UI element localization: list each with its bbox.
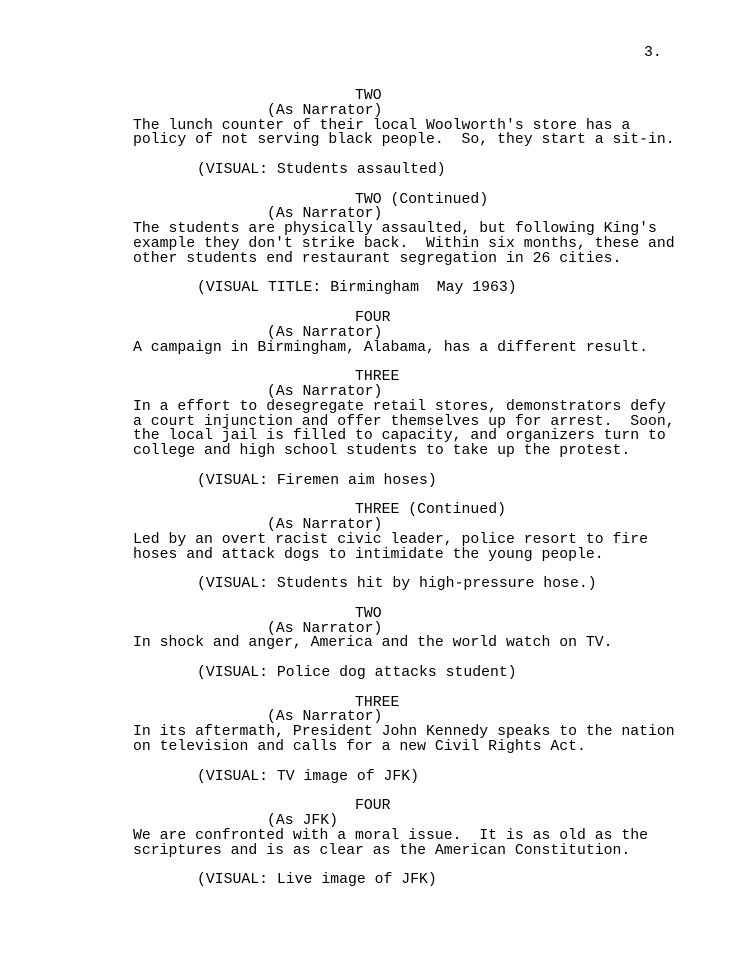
parenthetical: (As Narrator) [267,709,383,726]
visual-direction: (VISUAL: Students hit by high-pressure hose.) [197,576,597,593]
character-cue: FOUR [355,309,391,326]
dialogue-line: We are confronted with a moral issue. It is as old as the [133,827,649,844]
dialogue-line: other students end restaurant segregation in 26 cities. [133,250,622,267]
parenthetical: (As Narrator) [267,383,383,400]
character-cue: TWO [355,605,382,622]
visual-direction: (VISUAL: Live image of JFK) [197,872,437,889]
parenthetical: (As JFK) [267,813,339,830]
character-cue: TWO [355,88,382,104]
parenthetical: (As Narrator) [267,620,383,637]
dialogue-line: example they don't strike back. Within six months, these and [133,235,675,252]
blank-line [133,858,693,873]
dialogue-line: The students are physically assaulted, but following King's [133,221,657,238]
blank-line [133,267,693,282]
visual-direction: (VISUAL TITLE: Birmingham May 1963) [197,280,517,297]
visual-direction: (VISUAL: Police dog attacks student) [197,665,517,682]
parenthetical: (As Narrator) [267,324,383,341]
parenthetical: (As Narrator) [267,206,383,223]
character-cue: FOUR [355,798,391,815]
blank-line [133,784,693,799]
parenthetical: (As Narrator) [267,517,383,534]
blank-line [133,148,693,163]
blank-line [133,592,693,607]
dialogue-line: A campaign in Birmingham, Alabama, has a different result. [133,339,649,356]
dialogue-line: the local jail is filled to capacity, and organizers turn to [133,428,666,445]
dialogue-line: scriptures and is as clear as the American Constitution. [133,842,631,859]
page-number: 3. [644,45,662,61]
dialogue-line: a court injunction and offer themselves up for arrest. Soon, [133,413,675,430]
blank-line [133,489,693,504]
character-cue: TWO (Continued) [355,191,489,208]
blank-line [133,355,693,370]
visual-direction: (VISUAL: TV image of JFK) [197,768,419,785]
dialogue-line: on television and calls for a new Civil Rights Act. [133,739,586,756]
dialogue-line: policy of not serving black people. So, they start a sit-in. [133,132,675,149]
dialogue-line: The lunch counter of their local Woolworth's store has a [133,117,631,134]
parenthetical: (As Narrator) [267,102,383,119]
dialogue-line: Led by an overt racist civic leader, police resort to fire [133,531,649,548]
dialogue-line: hoses and attack dogs to intimidate the young people. [133,546,604,563]
dialogue-line: In a effort to desegregate retail stores, demonstrators defy [133,398,666,415]
blank-line [133,296,693,311]
dialogue-line: In shock and anger, America and the world watch on TV. [133,635,613,652]
character-cue: THREE [355,369,400,386]
visual-direction: (VISUAL: Students assaulted) [197,161,446,178]
character-cue: THREE (Continued) [355,502,506,519]
script-content [133,89,693,888]
blank-line [133,178,693,193]
blank-line [133,651,693,666]
blank-line [133,681,693,696]
visual-direction: (VISUAL: Firemen aim hoses) [197,472,437,489]
blank-line [133,755,693,770]
character-cue: THREE [355,694,400,711]
blank-line [133,563,693,578]
dialogue-line: college and high school students to take up the protest. [133,443,631,460]
dialogue-line: In its aftermath, President John Kennedy speaks to the nation [133,724,675,741]
blank-line [133,459,693,474]
